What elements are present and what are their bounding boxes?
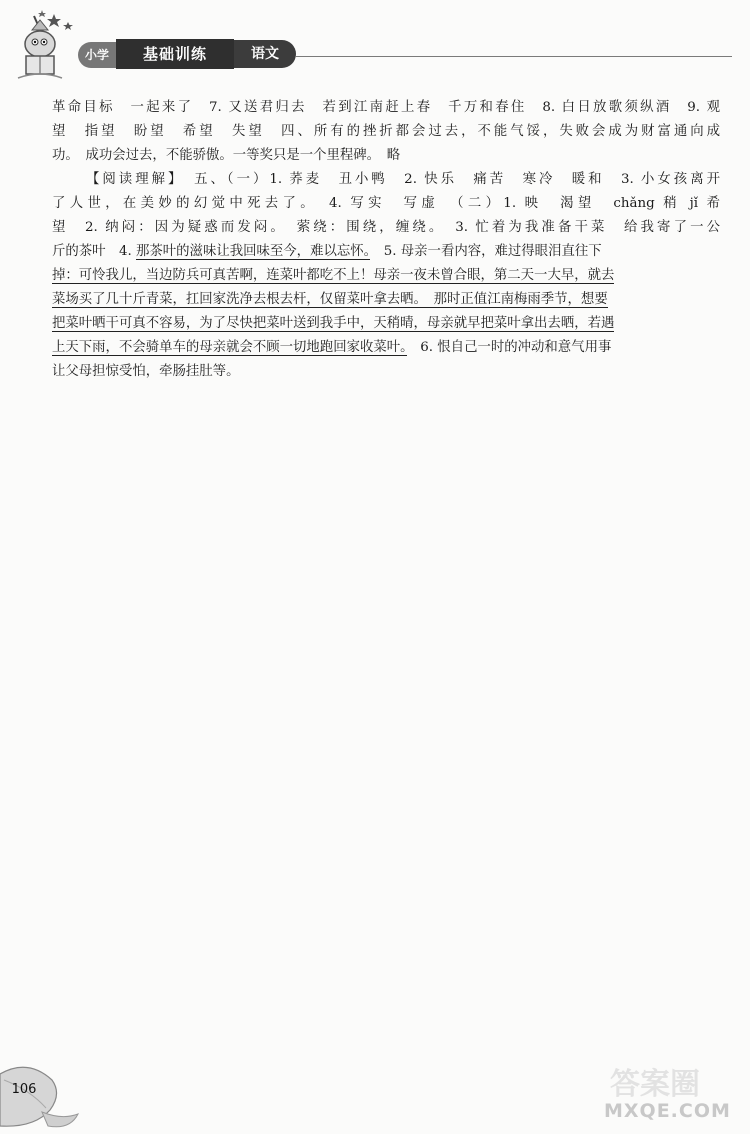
underlined-answer: 上天下雨，不会骑单车的母亲就会不顾一切地跑回家收菜叶。 (52, 340, 407, 355)
reading-section-line: 【阅读理解】 五、（一）1. 荞麦 丑小鸭 2. 快乐 痛苦 寒冷 暖和 3. 小女孩离开 (86, 172, 720, 187)
text-line: 革命目标 一起来了 7. 又送君归去 若到江南赶上春 千万和春住 8. 白日放歌须纵酒 9. 观 (52, 100, 720, 115)
watermark-url: MXQE.COM (604, 1100, 731, 1122)
series-title: 基础训练 (116, 39, 234, 69)
underlined-answer: 掉：可怜我儿，当边防兵可真苦啊，连菜叶都吃不上！母亲一夜未曾合眼，第二天一大早，就去 (52, 268, 615, 283)
text-line: 功。 成功会过去，不能骄傲。一等奖只是一个里程碑。 略 (52, 148, 401, 163)
text-line (52, 312, 720, 336)
underlined-answer: 菜场买了几十斤青菜，扛回家洗净去根去杆，仅留菜叶拿去晒。 那时正值江南梅雨季节，想要 (52, 292, 608, 307)
underlined-answer: 把菜叶晒干可真不容易，为了尽快把菜叶送到我手中，天稍晴，母亲就早把菜叶拿出去晒，若遇 (52, 316, 615, 331)
subject-label: 语文 (234, 40, 296, 68)
text-line (52, 240, 720, 264)
text-line: 望 2. 纳闷：因为疑惑而发闷。 萦绕：围绕，缠绕。 3. 忙着为我准备干菜 给我寄了一公 (52, 220, 720, 235)
watermark-logo-text: 答案圈 (610, 1067, 700, 1102)
page-header (0, 0, 750, 82)
text-line (52, 288, 720, 312)
page-number: 106 (11, 1082, 37, 1097)
text-segment: 6. 恨自己一时的冲动和意气用事 (406, 340, 612, 355)
reading-mascot-icon (10, 8, 80, 80)
text-line (52, 336, 720, 360)
text-segment: 斤的茶叶 4. (52, 244, 136, 259)
series-level-label: 小学 (78, 42, 116, 68)
text-line: 让父母担惊受怕，牵肠挂肚等。 (52, 364, 240, 379)
underlined-answer: 那茶叶的滋味让我回味至今，难以忘怀。 (136, 244, 371, 259)
answer-text (52, 96, 720, 384)
text-line: 了人世，在美妙的幻觉中死去了。 4. 写实 写虚 （二）1. 映 渴望 chǎng 稍 jǐ 希 (52, 196, 720, 211)
text-line (52, 264, 720, 288)
text-segment: 5. 母亲一看内容，难过得眼泪直往下 (370, 244, 602, 259)
text-line: 望 指望 盼望 希望 失望 四、所有的挫折都会过去，不能气馁，失败会成为财富通向成 (52, 124, 720, 139)
header-rule (296, 56, 732, 57)
